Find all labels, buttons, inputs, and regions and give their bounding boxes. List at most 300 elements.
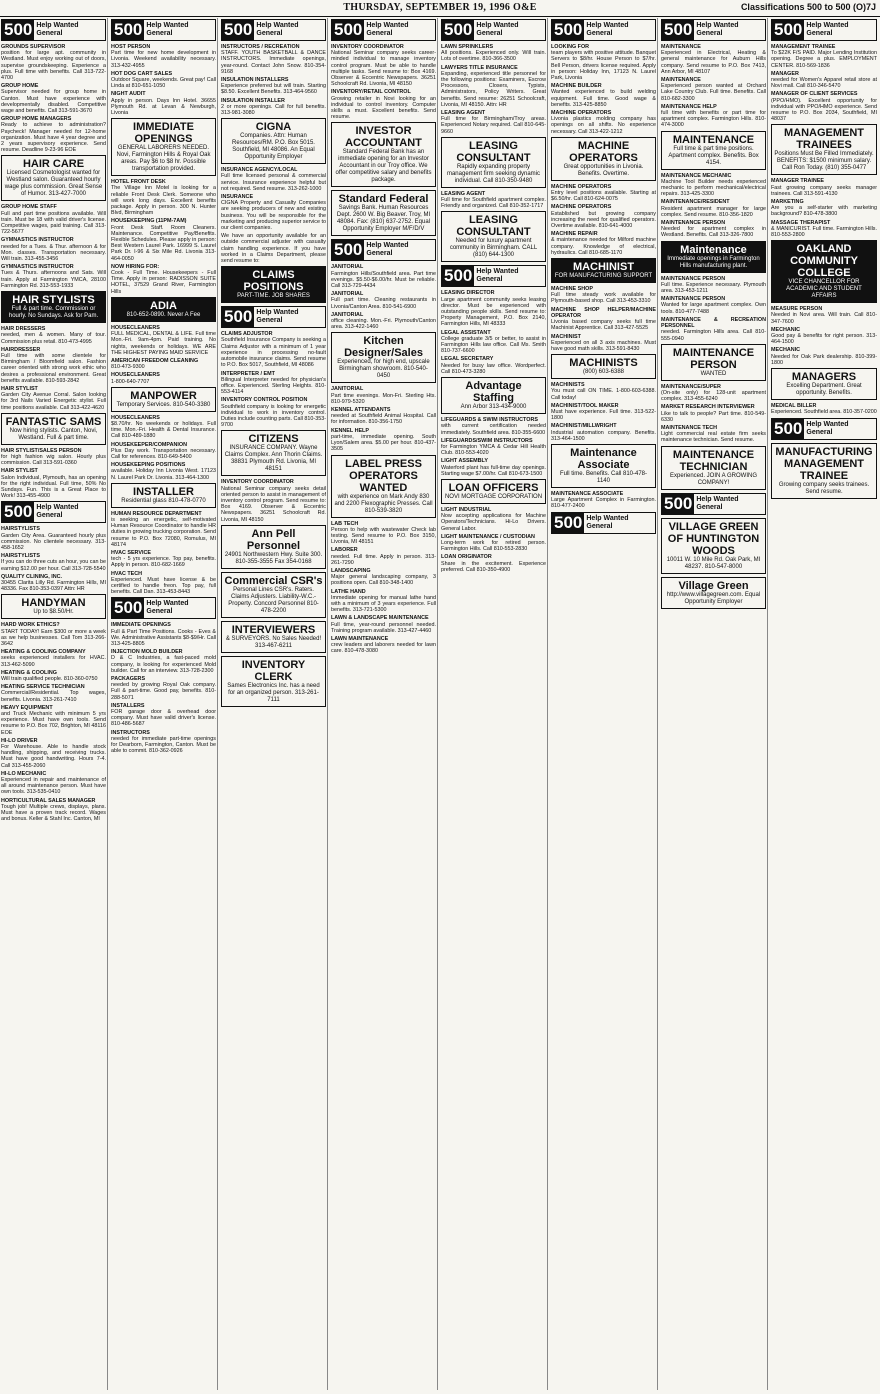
ad-body: Now accepting applications for Machine Operators/Technicians. Hi-Lo Drivers. General Labor. (441, 513, 546, 532)
classified-ad (111, 264, 216, 295)
display-ad (771, 240, 877, 303)
ad-heading: HVAC TECH (111, 570, 143, 577)
display-ad-title: MAINTENANCE TECHNICIAN (672, 448, 755, 473)
display-ad-text: Temporary Services. 810-540-3380 (116, 401, 211, 408)
display-ad-title: ADIA (150, 299, 177, 312)
display-ad-text: (800) 603-6388 (582, 369, 625, 376)
section-header (771, 418, 877, 440)
classified-ad (771, 178, 877, 197)
ad-body: Livonia plastics molding company has openings on all shifts. No experience necessary. Call 313-422-1212 (551, 116, 656, 135)
classified-ad (111, 571, 216, 596)
ad-heading: MACHINE BUILDER (551, 83, 602, 90)
classified-ad (1, 798, 106, 823)
ad-heading: MANAGEMENT TRAINEE (771, 44, 836, 50)
classified-ad (551, 403, 656, 422)
display-ad (551, 354, 656, 379)
display-ad-title: HANDYMAN (21, 597, 86, 610)
ad-body: Large apartment community seeks leasing director. Must be experienced with outstanding people skills. Send resume to: Property Management, P.O. Box 2140, Farmington Hills, MI 48333 (441, 296, 546, 328)
classified-ad (441, 110, 546, 135)
classified-ad (331, 386, 436, 405)
ad-body: Garden City Avenue Corral. Salon looking for 3rd Nails Varied Energetic stylist. Full time positions available. Call 313-422-4620 (1, 392, 106, 411)
ad-heading: INTERPRETER / EMT (221, 370, 275, 377)
section-number: 500 (224, 20, 253, 39)
classified-ad (551, 231, 656, 256)
ad-heading: HI-LO DRIVER (1, 737, 38, 744)
ad-body: Large Apartment Complex in Farmington. 810-477-2400 (551, 497, 656, 510)
ad-heading: HAIRDRESSER (1, 346, 41, 353)
ad-body: Share in the excitement. Experience preferred. Call 810-350-4900 (441, 560, 546, 573)
columns-container (0, 18, 880, 1394)
ad-body: needed for a Tues. & Thur. afternoon & for Mon. classes. Transportation necessary. Will train. 313-455-3456 (1, 243, 106, 263)
ad-body: Long-term work for retired person. Farmington Hills. Call 810-553-2830 (441, 539, 546, 553)
display-ad-title: MACHINE OPERATORS (569, 139, 638, 164)
display-ad (661, 241, 766, 273)
ad-body: full time with benefits or part time for apartment complex. Farmington Hills. 810-474-3000 (661, 110, 766, 129)
ad-heading: MARKETING (771, 199, 804, 206)
ad-heading: HVAC SERVICE (111, 549, 151, 556)
section-label: Help Wanted General (146, 22, 189, 37)
display-ad-title: MACHINIST (572, 261, 635, 274)
ad-body: Experienced on all 3 axis machines. Must have good math skills. 313-591-8430 (551, 339, 656, 352)
display-ad (771, 124, 877, 175)
section-number: 500 (334, 20, 363, 39)
ad-heading: NOW HIRING FOR: (111, 263, 160, 270)
display-ad (221, 266, 326, 303)
display-ad (1, 155, 106, 201)
classified-ad (331, 44, 436, 87)
ad-body: needed. Full time. Apply in person. 313-261-7290 (331, 553, 436, 566)
classified-ad (111, 442, 216, 461)
classified-ad (331, 428, 436, 453)
ad-body: needed by growing Royal Oak company. Full & part-time. Good pay, benefits. 810-288-5071 (111, 682, 216, 701)
classified-ad (551, 382, 656, 401)
ad-body: Livonia based company seeks full time Machinist Apprentice. Call 313-427-5525 (551, 319, 656, 332)
ad-heading: MAINTENANCE HELP (661, 103, 717, 110)
display-ad-text: Companies. Attn: Human Resources/RM. P.O. Box 5015. Southfield, MI 48086. An Equal Opportunity Employer (232, 133, 315, 161)
display-ad-title: MAINTENANCE (672, 133, 755, 146)
ad-body: needed. Farmington Hills area. Call 810-555-0940 (661, 329, 766, 342)
ad-heading: LIGHT ASSEMBLY (441, 458, 488, 465)
ad-body: Will train qualified people. 810-360-0750 (1, 676, 98, 683)
classified-ad (441, 191, 546, 210)
classified-ad (771, 327, 877, 346)
ad-body: Plus Day work. Transportation necessary. Call for references. 810-649-5400 (111, 447, 216, 460)
ad-heading: HAIR STYLIST (1, 385, 38, 392)
ad-heading: JANITORIAL (331, 264, 364, 271)
display-ad (221, 525, 326, 569)
display-ad-title: CITIZENS (248, 433, 299, 446)
ad-body: National Seminar company seeks detail oriented person to assist in management of inventory control program. Send resume to: Box 4169. Observer & Eccentric Newspapers. 36251 Schoolcraft Rd. Livonia, MI 48150 (221, 485, 326, 523)
display-ad-title: Kitchen Designer/Sales (344, 335, 423, 360)
display-ad-text: Positions Must Be Filled Immediately. BENEFITS: $1500 minimum salary. Call Ron Today. (810) 355-0477 (774, 151, 874, 172)
display-ad-title: FANTASTIC SAMS (5, 415, 102, 428)
classified-column-1 (0, 18, 108, 1390)
section-label: Help Wanted General (366, 22, 409, 37)
display-ad-text: Personal Lines CSR's. Raters. Claims Adjusters. Liability-W.C.-Property. Concord Personnel 810-478-2200 (228, 586, 319, 614)
ad-body: needed, men & women. Many of tour. Commission plus retail. 810-473-4995 (1, 332, 106, 345)
ad-heading: LAWYERS TITLE INSURANCE (441, 64, 518, 71)
classified-ad (331, 547, 436, 566)
display-ad (221, 656, 326, 707)
display-ad (1, 594, 106, 619)
ad-heading: MECHANIC (771, 326, 801, 333)
ad-heading: LEGAL ASSISTANT (441, 329, 491, 336)
ad-body: Needed in Novi area. Will train. Call 810-347-7600 (771, 312, 877, 325)
ad-body: Good pay & benefits for right person. 313-464-1500 (771, 333, 877, 346)
ad-body: The Village Inn Motel is looking for a reliable Front Desk Clerk. Someone who will work long days. Excellent benefits package. Apply in person. 300 N. Hunter Blvd, Birmingham (111, 185, 216, 217)
ad-heading: LAWN & LANDSCAPE MAINTENANCE (331, 615, 429, 622)
classified-ad (771, 199, 877, 218)
ad-heading: MAINTENANCE PERSON (661, 220, 726, 227)
ad-body: Cook - Full Time. Housekeepers - Full Time. Apply in person: RADISSON SUITE HOTEL, 37529 Grand River, Farmington Hills (111, 270, 216, 295)
ad-heading: LAB TECH (331, 520, 359, 527)
ad-heading: LABORER (331, 547, 358, 554)
ad-heading: MACHINE SHOP HELPER/MACHINE OPERATOR (551, 306, 656, 319)
section-header (551, 512, 656, 534)
display-ad (221, 572, 326, 618)
ad-body: To $22K F/S PAID. Major Lending Institution opening. Degree a plus. EMPLOYMENT CENTER. 810-569-1836 (771, 50, 877, 69)
classified-ad (441, 417, 546, 436)
display-ad-text: http://www.villagegreen.com. Equal Opportunity Employer (666, 591, 761, 605)
classified-ad (771, 71, 877, 90)
ad-body: is seeking an energetic, self-motivated Human Resource Coordinator to handle HR duties in growing trucking corporation. Send resume to P.O. Box 72080, Romulus, MI 48174 (111, 516, 216, 548)
display-ad-text: & SURVEYORS. No Sales Needed! 313-467-6211 (225, 635, 322, 649)
classified-column-3 (220, 18, 328, 1390)
ad-body: Experienced in Electrical, Heating & general maintenance for Auburn Hills company. Send resume to P.O. Box 7413, Ann Arbor, MI 48107 (661, 50, 766, 75)
ad-body: needed for Women's Apparel retail store at Novi mall. Call 810-346-5470 (771, 77, 877, 90)
display-ad-text: WANTED (700, 370, 727, 377)
classified-ad (661, 77, 766, 102)
ad-heading: MAINTENANCE/SUPER (661, 383, 721, 390)
classified-ad (1, 326, 106, 345)
display-ad-title: Commercial CSR's (224, 574, 323, 587)
ad-body: Wanted for large apartment complex. Own tools. 810-477-7488 (661, 302, 766, 315)
ad-body: Wanted experienced to build welding equipment. Full time. Good wage & benefits. 313-425-8850 (551, 89, 656, 108)
ad-body: We have an opportunity available for an outside commercial adjuster with casualty claim handling experience. If you have worked in a Claims Department, please send resume to: (221, 233, 326, 265)
ad-heading: MACHINE OPERATORS (551, 204, 612, 211)
ad-heading: INSTRUCTORS (111, 729, 150, 736)
classified-ad (551, 286, 656, 305)
ad-heading: MACHINE REPAIR (551, 231, 598, 238)
ad-body: with current certification needed immediately. Southfield area. 810-355-6600 (441, 423, 546, 436)
classified-ad (1, 738, 106, 769)
classified-ad (551, 334, 656, 353)
classified-ad (771, 347, 877, 366)
display-ad (551, 444, 656, 488)
ad-body: Full time licensed personal & commercial service. Insurance experience helpful but not required. Send resume. 313-262-1000 (221, 173, 326, 192)
classified-ad (1, 649, 106, 668)
ad-heading: MAINTENANCE (661, 44, 701, 50)
ad-heading: INSTRUCTORS / RECREATION (221, 44, 300, 50)
classified-ad (771, 44, 877, 69)
ad-body: Full time for Birmingham/Troy areas. Experienced Notary required. Call 810-645-9660 (441, 116, 546, 135)
section-header (111, 597, 216, 619)
ad-body: (PPO/HMO). Excellent opportunity for individual with PPO/HMO experience. Send resume to P.O. Box 2034, Southfield, MI 48037 (771, 97, 877, 123)
display-ad-title: CLAIMS POSITIONS (243, 269, 304, 294)
ad-body: & maintenance needed for Milford machine company. Knowledge of electrical, hydraulics. Call 810-685-1170 (551, 237, 656, 256)
display-ad-title: CIGNA (255, 121, 292, 134)
display-ad-title: MANAGEMENT TRAINEES (783, 127, 865, 152)
section-number: 500 (774, 418, 803, 438)
display-ad-title: LEASING CONSULTANT (456, 214, 531, 239)
display-ad-title: MACHINISTS (569, 357, 638, 370)
section-header (221, 19, 326, 41)
ad-heading: GROUP HOME (1, 83, 39, 90)
display-ad (111, 297, 216, 322)
ad-body: D & C Industries, a fast-paced mold company, is looking for experienced Mold builder. Call for an interview. 313-728-2300 (111, 655, 216, 674)
ad-heading: INJECTION MOLD BUILDER (111, 649, 183, 656)
ad-body: Front Desk Staff. Room Cleaners. Maintenance. Competitive Pay/Benefits. Flexible Schedules. Please apply in person: Best Western Laurel Park. 16999 S. Laurel Park Dr. I-96 & Six Mile Rd. Livonia 313-464-0050 (111, 224, 216, 262)
section-number: 500 (224, 307, 253, 327)
ad-body: STAFF. YOUTH BASKETBALL & DANCE INSTRUCTORS. Immediate openings, year-round. Contact John Snow. 810-354-9168 (221, 50, 326, 75)
classified-ad (661, 44, 766, 75)
display-ad (1, 291, 106, 323)
classified-ad (1, 264, 106, 289)
display-ad-title: MANPOWER (130, 389, 197, 402)
ad-heading: MASSAGE THERAPIST (771, 219, 831, 226)
ad-heading: HOUSEKEEPING (11PM-7AM) (111, 218, 187, 225)
classified-ad (771, 91, 877, 122)
ad-heading: HAIR STYLIST/SALES PERSON (1, 447, 82, 454)
ad-heading: HORTICULTURAL SALES MANAGER (1, 797, 96, 804)
ad-body: Part time evenings. Mon-Fri. Sterling Hts. 810-979-5320 (331, 392, 436, 405)
ad-heading: HOST PERSON (111, 44, 151, 50)
classified-ad (1, 684, 106, 703)
ad-body: & MANICURIST. Full time. Farmington Hills. 810-553-2800 (771, 225, 877, 239)
display-ad-title: Maintenance Associate (570, 446, 637, 471)
display-ad (771, 368, 877, 400)
classified-ad (1, 771, 106, 796)
classified-column-5 (440, 18, 548, 1390)
ad-heading: LIFEGUARDS & SWIM INSTRUCTORS (441, 417, 538, 424)
classified-ad (441, 554, 546, 573)
ad-heading: MACHINIST/MILLWRIGHT (551, 423, 617, 430)
ad-body: for Farmington YMCA & Cedar Hill Health Club. 810-553-4020 (441, 443, 546, 457)
section-number: 500 (664, 493, 693, 513)
display-ad-text: GENERAL LABORERS NEEDED. Novi, Farmington Hills & Royal Oak areas. Pay $6 to $8 hr. Possible transportation provided. (116, 145, 211, 173)
ad-body: and Truck Mechanic with minimum 5 yrs experience. Must have own tools. Send resume to P.O. Box 702, Brighton, MI 48116 EOE (1, 711, 106, 736)
classified-ad (1, 237, 106, 262)
ad-body: Commercial/Residential. Top wages, benefits. Livonia. 313-261-7410 (1, 690, 106, 703)
ad-body: For Warehouse. Able to handle stock handling, shipping, and receiving trucks. Must have good handwriting. Hours 7-4. Call 313-455-2060 (1, 744, 106, 769)
classified-ad (661, 317, 766, 342)
ad-heading: GYMNASTICS INSTRUCTOR (1, 264, 74, 271)
classified-ad (331, 312, 436, 331)
ad-heading: MAINTENANCE/RESIDENT (661, 199, 730, 206)
display-ad-text: Licensed Cosmetologist wanted for Westland salon. Guaranteed hourly wage plus commission. Great Sense of Humor. 313-427-7000 (4, 170, 103, 198)
section-header (1, 501, 106, 523)
section-number: 500 (554, 20, 583, 39)
classified-ad (1, 622, 106, 647)
ad-heading: JANITORIAL (331, 386, 364, 393)
section-header (111, 19, 216, 41)
ad-body: 1-800-640-7707 (111, 378, 150, 385)
classified-ad (111, 44, 216, 69)
classified-ad (111, 372, 216, 384)
ad-body: Needed for busy law office. Wordperfect. Call 810-473-3280 (441, 362, 546, 375)
classified-ad (441, 534, 546, 553)
display-ad-text: 24901 Northwestern Hwy. Suite 300. 810-355-3555 Fax 354-0168 (224, 551, 323, 565)
ad-heading: MACHINE OPERATORS (551, 110, 612, 117)
classified-ad (771, 306, 877, 325)
ad-heading: MACHINIST/TOOL MAKER (551, 402, 619, 409)
ad-heading: HOUSEKEEPING POSITIONS (111, 462, 186, 469)
display-ad-text: Ann Arbor 313-434-9000 (460, 404, 527, 411)
display-ad (771, 443, 877, 499)
classified-ad (221, 77, 326, 96)
ad-body: Experienced in repair and maintenance of all around maintenance person. Must have own tools. 313-535-0410 (1, 777, 106, 796)
classified-ad (111, 91, 216, 116)
classified-ad (441, 458, 546, 477)
display-ad (441, 377, 546, 414)
ad-heading: INSTALLERS (111, 702, 145, 709)
display-ad (111, 118, 216, 176)
display-ad (551, 137, 656, 181)
ad-heading: MACHINIST (551, 333, 581, 340)
classified-ad (551, 44, 656, 81)
display-ad-text: VICE CHANCELLOR FOR ACADEMIC AND STUDENT AFFAIRS (786, 279, 862, 300)
ad-heading: PACKAGERS (111, 676, 146, 683)
ad-body: National Seminar company seeks career-minded individual to manage inventory control program. Must be able to handle multiple tasks. Send resume to: Box 4169. Observer & Eccentric Newspapers. 36251 Schoolcraft Rd. Livonia, MI 48150 (331, 50, 436, 88)
section-number: 500 (114, 20, 143, 39)
ad-heading: HEAVY EQUIPMENT (1, 704, 53, 711)
ad-heading: INSURANCE AGENCY/LOCAL (221, 167, 298, 174)
display-ad-text: Residential glass 810-478-0770 (121, 497, 206, 504)
ad-heading: INSULATION INSTALLER (221, 97, 285, 104)
classified-ad (441, 330, 546, 355)
ad-heading: HARD WORK ETHICS? (1, 622, 60, 629)
classified-ad (111, 325, 216, 356)
ad-body: office cleaning. Mon.-Fri. Plymouth/Canton area. 313-422-1460 (331, 318, 436, 331)
ad-heading: HEATING SERVICE TECHNICIAN (1, 684, 85, 691)
section-header (551, 19, 656, 41)
classified-ad (1, 526, 106, 551)
classified-ad (1, 448, 106, 467)
ad-heading: LEASING DIRECTOR (441, 290, 495, 297)
section-label: Help Wanted General (586, 514, 629, 530)
section-header (441, 265, 546, 287)
display-ad-text: Savings Bank. Human Resources Dept. 2600 W. Big Beaver. Troy, MI 48084. Fax: (810) 637-2752. Equal Opportunity Employer M/F/D/V (336, 205, 431, 233)
ad-heading: HOUSEKEEPER/COMPANION (111, 441, 187, 448)
ad-heading: LANDSCAPING (331, 567, 371, 574)
ad-body: Expanding, experienced title personnel for the following positions: Examiners, Escrow Processors, Closers, Typists, Administrators, Policy Writers. Great benefits. Send resume: 26251 Schoolcraft, Livonia, MI 48150. Attn: HR (441, 70, 546, 108)
display-ad-text: 810-652-0890. Never A Fee (126, 311, 201, 318)
ad-body: needed for immediate part-time openings for Dearborn, Farmington, Canton. Must be able to commit. 810-362-0926 (111, 735, 216, 755)
display-ad (331, 455, 436, 518)
classified-ad (661, 173, 766, 198)
ad-body: Full time for Southfield apartment complex. Friendly and organized. Call 810-352-1717 (441, 197, 546, 210)
ad-body: Waterford plant has full-time day openings. Starting wage $7.00/hr. Call 810-673-1500 (441, 464, 546, 477)
display-ad-title: OAKLAND COMMUNITY COLLEGE (790, 243, 858, 280)
classified-ad (771, 220, 877, 239)
classified-ad (221, 397, 326, 428)
section-header (661, 493, 766, 515)
ad-body: Full time, year-round personnel needed. Training program available. 313-427-4460 (331, 621, 436, 634)
classified-ad (661, 425, 766, 444)
section-label: Help Wanted General (36, 22, 79, 37)
ad-heading: MACHINISTS (551, 382, 585, 389)
ad-body: Full and part time positions available. Will train. Must be 18 with valid driver's license. Competitive wages, paid training. Call 313-722-5677 (1, 210, 106, 236)
display-ad (551, 258, 656, 283)
ad-body: Machine Tool Builder needs experienced mechanic to perform mechanical/electrical repairs. 313-425-3300 (661, 178, 766, 198)
section-label: Help Wanted General (366, 242, 409, 258)
classified-ad (331, 636, 436, 655)
classified-ad (111, 462, 216, 481)
ad-body: position for large apt. community in Westland. Must enjoy working out of doors, supervise groundskeeping. Experience a plus. Full time with benefits. Call 313-722-4700 (1, 50, 106, 82)
classified-ad (111, 703, 216, 728)
ad-body: Must have experience. Full time. 313-522-1800 (551, 408, 656, 422)
ad-body: Person to help with wastewater Check lab testing. Send resume to P.O. Box 3150, Livonia, MI 48151 (331, 526, 436, 546)
ad-heading: HAIR STYLIST (1, 468, 38, 475)
classified-ad (551, 204, 656, 229)
classified-ad (661, 296, 766, 315)
ad-body: tech - 5 yrs experience. Top pay, benefits. Apply in person. 810-682-1669 (111, 556, 216, 569)
ad-heading: QUALITY CLINING, INC. (1, 573, 62, 580)
section-number: 500 (4, 502, 33, 522)
ad-body: part-time, immediate opening. South Lyon/Salem area. $5.00 per hour. 810-437-3505 (331, 433, 436, 453)
display-ad-title: LEASING CONSULTANT (456, 139, 531, 164)
classified-ad (1, 83, 106, 114)
ad-body: CIGNA Property and Casualty Companies are seeking producers of new and existing business. You will be responsible for the marketing and producing superior service to our client companies. (221, 200, 326, 232)
classified-ad (111, 415, 216, 440)
classified-ad (661, 276, 766, 295)
classified-ad (1, 347, 106, 384)
display-ad-text: Full time. Benefits. Call 810-478-1140 (559, 470, 648, 484)
section-number: 500 (444, 20, 473, 39)
display-ad-text: INSURANCE COMPANY. Wayne Claims Complex. Ann Thorin Claims. 38831 Plymouth Rd. Livonia, MI 48151 (224, 445, 323, 473)
ad-body: Full part time. Cleaning restaurants in Livonia/Canton Area. 810-541-6900 (331, 297, 436, 310)
ad-body: Southfield Insurance Company is seeking a Claims Adjustor with a minimum of 1 year experience in processing no-fault automobile insurance claims. Send resume to P.O. Box 5017, Southfield, MI 48086 (221, 337, 326, 369)
classified-ad (771, 403, 877, 415)
classified-ad (1, 574, 106, 593)
page-header (0, 0, 880, 17)
ad-heading: HOUSECLEANERS (111, 324, 160, 331)
ad-heading: HEATING & COOLING COMPANY (1, 649, 86, 656)
ad-body: team players with positive attitude. Banquet Servers to $8/hr. House Person to $7/hr. Bell Person, drivers license required. Apply in person: Holiday Inn, 17123 N. Laurel Park, Livonia (551, 50, 656, 82)
display-ad (441, 479, 546, 504)
classified-ad (441, 290, 546, 327)
classified-ad (331, 521, 436, 546)
classified-ad (441, 356, 546, 375)
display-ad (661, 344, 766, 381)
display-ad-text: Full & part time. Commission or hourly. No Sundays. Ask for Pam. (8, 306, 99, 320)
ad-heading: AMERICAN FREEDOM CLEANING (111, 357, 199, 364)
ad-heading: MAINTENANCE TECH (661, 424, 718, 431)
display-ad (661, 518, 766, 574)
section-number: 500 (774, 20, 803, 39)
ad-heading: LEASING AGENT (441, 110, 486, 117)
ad-heading: HOTEL FRONT DESK (111, 179, 166, 186)
ad-heading: HEATING & COOLING (1, 669, 57, 676)
display-ad-title: Standard Federal (338, 193, 429, 206)
display-ad-text: PART-TIME. JOB SHARES (237, 293, 310, 300)
classified-ad (221, 167, 326, 192)
classified-ad (221, 44, 326, 75)
ad-body: Part time for new home development in Livonia. Weekend availability necessary. 313-432-4955 (111, 50, 216, 69)
display-ad (221, 430, 326, 476)
classified-ad (221, 331, 326, 368)
section-number: 500 (114, 598, 143, 618)
section-label: Help Wanted General (36, 504, 79, 520)
ad-heading: MANAGER (771, 70, 799, 77)
classified-ad (331, 568, 436, 587)
classified-ad (221, 479, 326, 522)
classified-ad (551, 83, 656, 108)
ad-heading: LEGAL SECRETARY (441, 356, 494, 363)
classified-ad (551, 423, 656, 442)
ad-heading: LAWN MAINTENANCE (331, 635, 389, 642)
ad-heading: GROUP HOME STAFF (1, 204, 57, 211)
